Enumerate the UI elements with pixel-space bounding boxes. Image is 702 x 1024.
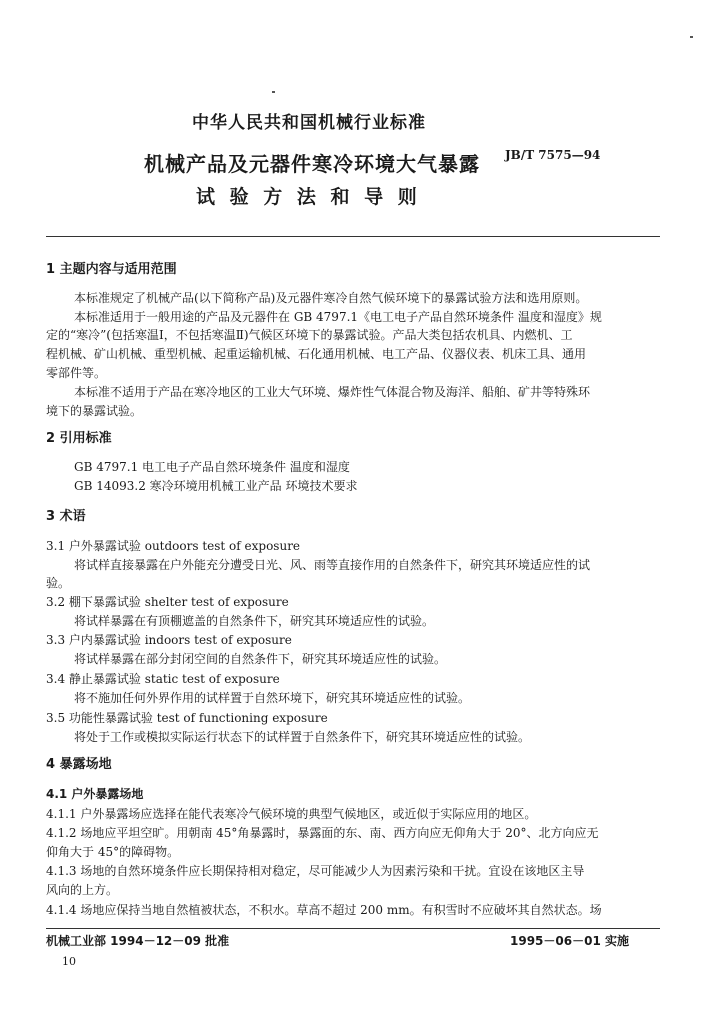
document-title-line1: 机械产品及元器件寒冷环境大气暴露 (144, 152, 480, 176)
section-1-paragraph: 境下的暴露试验。 (46, 404, 143, 418)
section-1-paragraph: 零部件等。 (46, 366, 107, 380)
term-heading: 3.4 静止暴露试验 static test of exposure (46, 672, 280, 686)
section-3-heading: 3 术语 (46, 509, 86, 524)
term-definition: 将试样暴露在有顶棚遮盖的自然条件下，研究其环境适应性的试验。 (74, 614, 435, 628)
approval-date: 机械工业部 1994－12－09 批准 (46, 934, 230, 948)
scan-speck (690, 36, 693, 38)
section-1-heading: 1 主题内容与适用范围 (46, 262, 177, 277)
clause-paragraph: 风向的上方。 (46, 883, 119, 897)
clause-paragraph: 4.1.4 场地应保持当地自然植被状态，不积水。草高不超过 200 mm。有积雪时不应破坏其自然状态。场 (46, 903, 602, 917)
term-definition: 将处于工作或模拟实际运行状态下的试样置于自然条件下，研究其环境适应性的试验。 (74, 730, 531, 744)
section-1-paragraph: 本标准规定了机械产品(以下简称产品)及元器件寒冷自然气候环境下的暴露试验方法和选用原则。 (74, 291, 588, 305)
section-1-paragraph: 本标准不适用于产品在寒冷地区的工业大气环境、爆炸性气体混合物及海洋、船舶、矿井等特殊环 (74, 385, 591, 399)
page-number: 10 (62, 955, 76, 968)
term-heading: 3.3 户内暴露试验 indoors test of exposure (46, 633, 292, 647)
section-1-paragraph: 程机械、矿山机械、重型机械、起重运输机械、石化通用机械、电工产品、仪器仪表、机床工具、通用 (46, 347, 587, 361)
effective-date: 1995－06－01 实施 (510, 934, 629, 948)
section-1-paragraph: 定的“寒冷”(包括寒温Ⅰ，不包括寒温Ⅱ)气候区环境下的暴露试验。产品大类包括农机具、内燃机、工 (46, 328, 573, 342)
term-definition: 将不施加任何外界作用的试样置于自然环境下，研究其环境适应性的试验。 (74, 691, 471, 705)
publisher-line: 中华人民共和国机械行业标准 (192, 113, 426, 133)
section-4-heading: 4 暴露场地 (46, 757, 112, 772)
document-title-line2: 试 验 方 法 和 导 则 (196, 186, 421, 208)
footer-divider (46, 928, 660, 929)
term-heading: 3.2 棚下暴露试验 shelter test of exposure (46, 595, 289, 609)
clause-paragraph: 4.1.1 户外暴露场应选择在能代表寒冷气候环境的典型气候地区，或近似于实际应用的地区。 (46, 807, 537, 821)
reference-item: GB 14093.2 寒冷环境用机械工业产品 环境技术要求 (74, 479, 358, 493)
term-definition: 将试样暴露在部分封闭空间的自然条件下，研究其环境适应性的试验。 (74, 652, 447, 666)
section-1-paragraph: 本标准适用于一般用途的产品及元器件在 GB 4797.1《电工电子产品自然环境条件 温度和湿度》规 (74, 310, 602, 324)
header-divider (46, 236, 660, 237)
scan-speck (272, 91, 275, 93)
clause-paragraph: 仰角大于 45°的障碍物。 (46, 845, 180, 859)
term-definition: 验。 (46, 576, 71, 590)
subsection-heading: 4.1 户外暴露场地 (46, 787, 144, 801)
reference-item: GB 4797.1 电工电子产品自然环境条件 温度和湿度 (74, 460, 350, 474)
section-2-heading: 2 引用标准 (46, 431, 112, 446)
standard-code: JB/T 7575—94 (505, 148, 601, 162)
clause-paragraph: 4.1.3 场地的自然环境条件应长期保持相对稳定，尽可能减少人为因素污染和干扰。宜设在该地区主导 (46, 864, 585, 878)
term-heading: 3.1 户外暴露试验 outdoors test of exposure (46, 539, 301, 553)
term-definition: 将试样直接暴露在户外能充分遭受日光、风、雨等直接作用的自然条件下，研究其环境适应性的试 (74, 558, 591, 572)
term-heading: 3.5 功能性暴露试验 test of functioning exposure (46, 711, 328, 725)
clause-paragraph: 4.1.2 场地应平坦空旷。用朝南 45°角暴露时，暴露面的东、南、西方向应无仰角大于 20°、北方向应无 (46, 826, 599, 840)
